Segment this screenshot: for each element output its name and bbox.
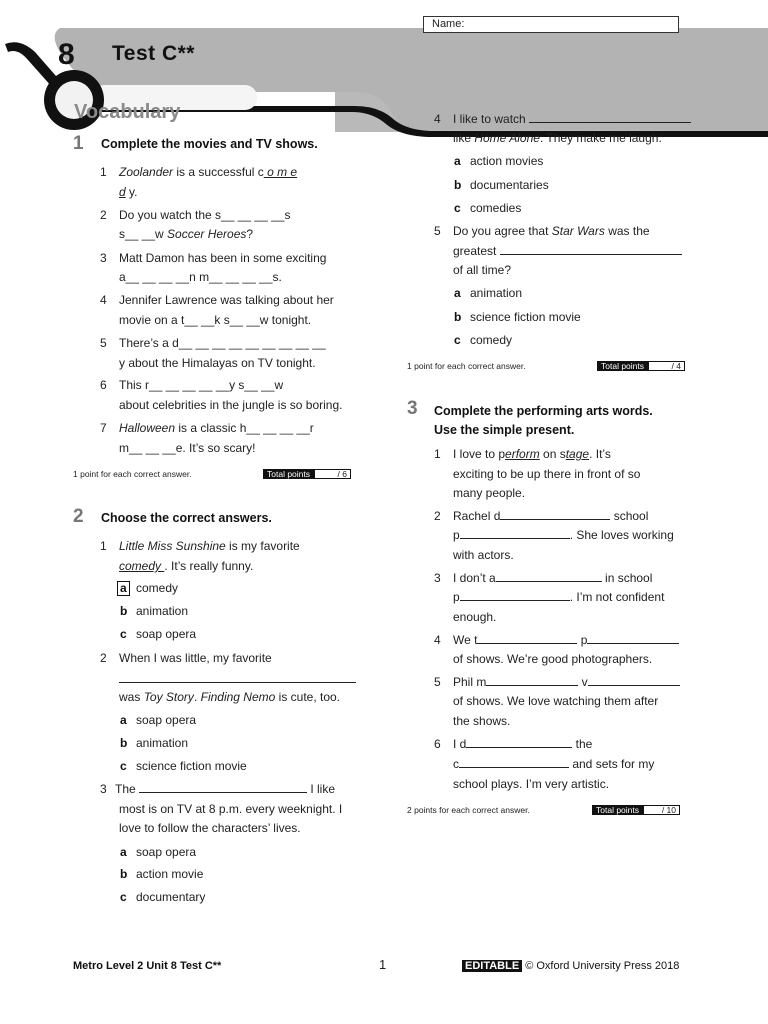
item-text: p . She loves working xyxy=(453,528,674,542)
item-text: c and sets for my xyxy=(453,757,655,771)
filled-answer: o m e xyxy=(263,165,298,179)
item-text: Jennifer Lawrence was talking about her xyxy=(119,293,334,307)
item-text: y about the Himalayas on TV tonight. xyxy=(119,356,316,370)
option-text: soap opera xyxy=(136,627,197,641)
option-letter[interactable]: a xyxy=(120,845,127,859)
item-text: about celebrities in the jungle is so boring. xyxy=(119,398,343,412)
item-number: 5 xyxy=(434,224,441,238)
item-number: 3 xyxy=(100,782,107,796)
filled-answer: tage xyxy=(565,447,590,461)
option-letter[interactable]: c xyxy=(454,201,461,215)
exercise-subtitle: Use the simple present. xyxy=(434,423,575,437)
option-letter[interactable]: a xyxy=(120,713,127,727)
option-text: soap opera xyxy=(136,713,197,727)
item-text: I love to perform on stage. It’s xyxy=(453,447,611,461)
item-number: 6 xyxy=(100,378,107,392)
option-letter-selected[interactable]: a xyxy=(117,578,130,598)
item-number: 5 xyxy=(434,675,441,689)
total-points: Total points / 10 xyxy=(592,805,680,815)
item-text: m__ __ __e. It’s so scary! xyxy=(119,441,256,455)
option-text: documentaries xyxy=(470,178,549,192)
item-text: movie on a t__ __k s__ __w tonight. xyxy=(119,313,312,327)
item-number: 2 xyxy=(100,651,107,665)
total-points: Total points / 6 xyxy=(263,469,351,479)
option-text: comedy xyxy=(136,581,179,595)
option-text: soap opera xyxy=(136,845,197,859)
total-points-box: / 4 xyxy=(648,361,685,371)
item-text: d y. xyxy=(119,185,138,199)
total-points-box: / 10 xyxy=(643,805,680,815)
option-letter[interactable]: b xyxy=(120,604,128,618)
item-text: Halloween is a classic h__ __ __ __r xyxy=(119,421,314,435)
item-text: I d the xyxy=(453,737,593,751)
item-text: Do you watch the s__ __ __ __s xyxy=(119,208,291,222)
option-letter[interactable]: a xyxy=(454,286,461,300)
unit-number: 8 xyxy=(58,38,75,71)
option-text: science fiction movie xyxy=(136,759,247,773)
item-text: of shows. We love watching them after xyxy=(453,694,659,708)
scoring-note: 1 point for each correct answer. xyxy=(73,469,192,479)
item-text: s__ __w Soccer Heroes? xyxy=(119,227,254,241)
name-label: Name: xyxy=(432,18,465,30)
footer-course-info: Metro Level 2 Unit 8 Test C** xyxy=(73,960,222,972)
item-text: school plays. I’m very artistic. xyxy=(453,777,610,791)
item-text: There’s a d__ __ __ __ __ __ __ __ __ xyxy=(119,336,326,350)
item-text: many people. xyxy=(453,486,526,500)
item-text: I don’t a in school xyxy=(453,571,653,585)
option-letter[interactable]: c xyxy=(120,759,127,773)
option-letter[interactable]: b xyxy=(120,736,128,750)
footer-copyright: EDITABLE © Oxford University Press 2018 xyxy=(462,960,679,972)
item-number: 4 xyxy=(434,633,441,647)
section-heading-vocabulary: Vocabulary xyxy=(74,101,181,123)
total-points: Total points / 4 xyxy=(597,361,685,371)
exercise-title: Choose the correct answers. xyxy=(101,511,272,525)
item-text: Phil m v xyxy=(453,672,680,692)
item-text: like Home Alone. They make me laugh. xyxy=(453,131,662,145)
option-letter[interactable]: b xyxy=(120,867,128,881)
item-text: When I was little, my favorite xyxy=(119,651,272,665)
editable-badge: EDITABLE xyxy=(462,960,522,972)
item-number: 5 xyxy=(100,336,107,350)
option-letter[interactable]: c xyxy=(454,333,461,347)
option-letter[interactable]: b xyxy=(454,178,462,192)
item-text: love to follow the characters’ lives. xyxy=(119,821,301,835)
item-text: p . I’m not confident xyxy=(453,590,665,604)
item-text: with actors. xyxy=(453,548,514,562)
exercise-number: 2 xyxy=(73,506,84,527)
item-number: 3 xyxy=(434,571,441,585)
item-number: 3 xyxy=(100,251,107,265)
option-text: animation xyxy=(136,604,189,618)
scoring-note: 1 point for each correct answer. xyxy=(407,361,526,371)
item-number: 1 xyxy=(100,539,107,553)
answer-line[interactable] xyxy=(119,682,356,683)
exercise-title: Complete the performing arts words. xyxy=(434,404,653,418)
option-text: action movie xyxy=(136,867,204,881)
item-text: Matt Damon has been in some exciting xyxy=(119,251,327,265)
item-number: 2 xyxy=(100,208,107,222)
item-text: most is on TV at 8 p.m. every weeknight. I xyxy=(119,802,343,816)
exercise-title: Complete the movies and TV shows. xyxy=(101,137,318,151)
item-text: greatest xyxy=(453,241,682,261)
test-title: Test C** xyxy=(112,42,195,65)
scoring-note: 2 points for each correct answer. xyxy=(407,805,530,815)
filled-answer: erform xyxy=(505,447,540,461)
option-text: action movies xyxy=(470,154,544,168)
option-text: comedy xyxy=(470,333,513,347)
exercise-number: 3 xyxy=(407,398,418,419)
item-text: comedy . It’s really funny. xyxy=(119,559,254,573)
option-text: science fiction movie xyxy=(470,310,581,324)
item-number: 4 xyxy=(100,293,107,307)
item-text: Do you agree that Star Wars was the xyxy=(453,224,650,238)
item-text: of shows. We’re good photographers. xyxy=(453,652,653,666)
item-text: of all time? xyxy=(453,263,512,277)
item-text: was Toy Story. Finding Nemo is cute, too. xyxy=(119,690,341,704)
option-letter[interactable]: c xyxy=(120,890,127,904)
item-number: 1 xyxy=(100,165,107,179)
item-number: 2 xyxy=(434,509,441,523)
item-text: Little Miss Sunshine is my favorite xyxy=(119,539,300,553)
item-number: 1 xyxy=(434,447,441,461)
option-letter[interactable]: b xyxy=(454,310,462,324)
item-text: a__ __ __ __n m__ __ __ __s. xyxy=(119,270,282,284)
option-text: animation xyxy=(136,736,189,750)
name-field[interactable] xyxy=(423,16,679,33)
item-number: 7 xyxy=(100,421,107,435)
item-text: exciting to be up there in front of so xyxy=(453,467,641,481)
item-text: We t p xyxy=(453,630,679,650)
option-text: animation xyxy=(470,286,523,300)
filled-answer: comedy xyxy=(119,559,165,573)
option-letter[interactable]: c xyxy=(120,627,127,641)
page-number: 1 xyxy=(379,957,387,972)
item-text: Rachel d school xyxy=(453,509,649,523)
exercise-number: 1 xyxy=(73,133,84,154)
total-points-box: / 6 xyxy=(314,469,351,479)
item-number: 4 xyxy=(434,112,441,126)
option-text: documentary xyxy=(136,890,206,904)
item-text: I like to watch xyxy=(453,109,691,129)
item-text: The I like xyxy=(115,782,336,796)
option-letter[interactable]: a xyxy=(454,154,461,168)
item-text: the shows. xyxy=(453,714,511,728)
item-text: Zoolander is a successful c o m e xyxy=(119,165,298,179)
item-number: 6 xyxy=(434,737,441,751)
item-text: This r__ __ __ __ __y s__ __w xyxy=(119,378,284,392)
filled-answer: d xyxy=(119,185,126,199)
option-text: comedies xyxy=(470,201,522,215)
item-text: enough. xyxy=(453,610,497,624)
